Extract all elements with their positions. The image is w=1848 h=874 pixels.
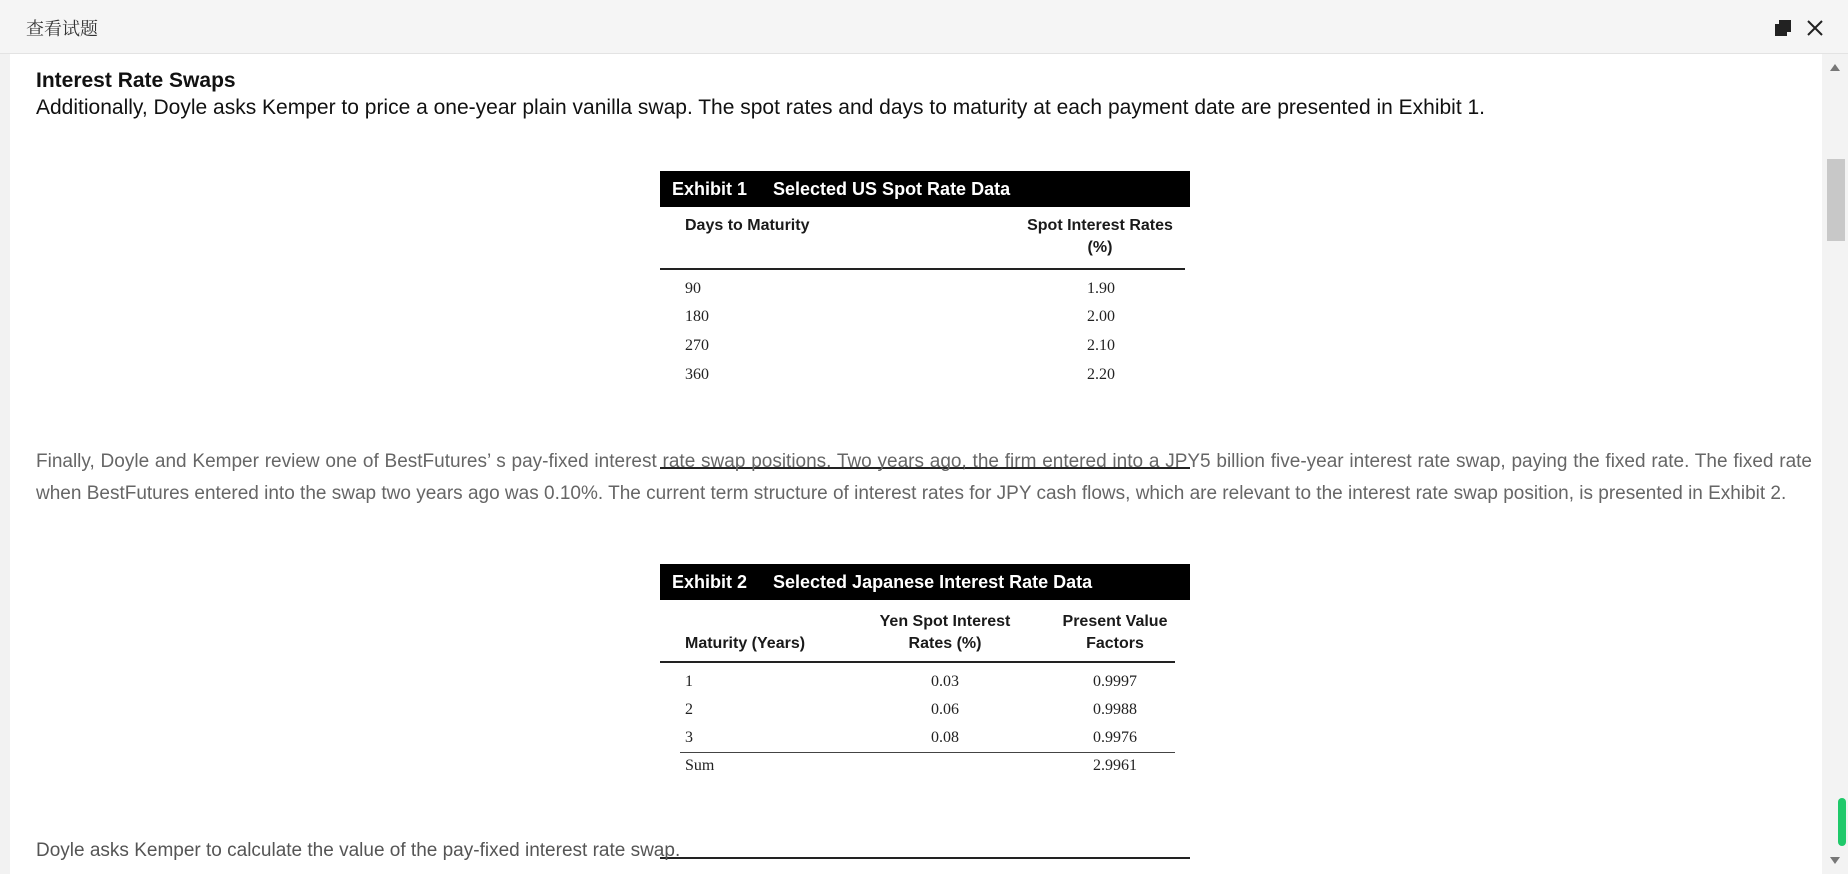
exhibit-title: Selected Japanese Interest Rate Data — [773, 571, 1093, 592]
column-header-line: Rates (%) — [908, 635, 982, 652]
sum-rule — [680, 752, 1175, 753]
column-header-spot-rate — [1016, 215, 1184, 259]
cell-pv: 0.9997 — [1093, 673, 1137, 690]
cell-pv: 0.9988 — [1093, 701, 1137, 718]
cell-maturity: 3 — [685, 729, 693, 746]
header-rule — [660, 661, 1175, 663]
intro-text: Additionally, Doyle asks Kemper to price a one-year plain vanilla swap. The spot rates and days to maturity at each payment date are presented in Exhibit 1. — [36, 96, 1486, 119]
cell-pv: 0.9976 — [1093, 729, 1137, 746]
restore-icon — [1772, 17, 1794, 39]
table-bottom-rule — [660, 857, 1190, 859]
title-bar — [0, 0, 1848, 54]
column-header-line: Present Value — [1062, 613, 1168, 630]
column-header-yen-rate — [850, 611, 1040, 655]
cell-rate: 2.00 — [1087, 308, 1115, 325]
cell-sum-label: Sum — [685, 757, 715, 774]
column-header-line: Spot Interest Rates — [1027, 217, 1173, 234]
exhibit-label: Exhibit 1 — [672, 178, 748, 199]
header-rule — [660, 268, 1185, 270]
cell-rate: 2.20 — [1087, 366, 1115, 383]
cell-rate: 1.90 — [1087, 280, 1115, 297]
exhibit-header — [660, 171, 1190, 207]
column-header-days: Days to Maturity — [685, 217, 810, 234]
exhibit-header — [660, 564, 1190, 600]
column-header-pv-factor — [1040, 611, 1190, 655]
scroll-position-indicator — [1838, 798, 1846, 846]
close-window-button[interactable] — [1804, 17, 1826, 39]
exhibit-1-table — [660, 171, 1190, 469]
scroll-down-arrow-icon[interactable] — [1830, 857, 1840, 864]
column-header-line: Yen Spot Interest — [879, 613, 1011, 630]
cell-rate: 0.08 — [931, 729, 959, 746]
cell-rate: 0.06 — [931, 701, 959, 718]
exhibit-title: Selected US Spot Rate Data — [773, 178, 1011, 199]
exhibit-2-table — [660, 564, 1190, 859]
cell-days: 90 — [685, 280, 701, 297]
cell-rate: 2.10 — [1087, 337, 1115, 354]
cell-days: 270 — [685, 337, 709, 354]
vertical-scrollbar[interactable] — [1822, 54, 1848, 874]
column-header-line: (%) — [1087, 239, 1113, 256]
scroll-up-arrow-icon[interactable] — [1830, 64, 1840, 71]
scrollbar-thumb[interactable] — [1827, 159, 1845, 241]
column-header-maturity: Maturity (Years) — [685, 635, 806, 652]
cell-days: 360 — [685, 366, 709, 383]
section-title: Interest Rate Swaps — [36, 69, 236, 92]
cell-maturity: 2 — [685, 701, 693, 718]
cell-rate: 0.03 — [931, 673, 959, 690]
cell-days: 180 — [685, 308, 709, 325]
close-icon — [1804, 17, 1826, 39]
scenario-paragraph: Finally, Doyle and Kemper review one of BestFutures’ s pay-fixed interest rate swap positions. Two years ago, the firm entered into a JPY5 billion five-year interest rate swap, paying the fixed rate. The fixed rate when BestFutures entered into the swap two years ago was 0.10%. The current term structure of interest rates for JPY cash flows, which are relevant to the interest rate swap position, is presented in Exhibit 2. — [36, 451, 1812, 504]
cell-maturity: 1 — [685, 673, 693, 690]
final-question: Doyle asks Kemper to calculate the value of the pay-fixed interest rate swap. — [36, 840, 681, 861]
window-title: 查看试题 — [26, 19, 98, 40]
restore-window-button[interactable] — [1772, 17, 1794, 39]
left-gutter — [0, 54, 10, 874]
question-content — [10, 54, 1822, 874]
column-header-line: Factors — [1086, 635, 1144, 652]
exhibit-label: Exhibit 2 — [672, 571, 748, 592]
cell-sum-value: 2.9961 — [1093, 757, 1137, 774]
